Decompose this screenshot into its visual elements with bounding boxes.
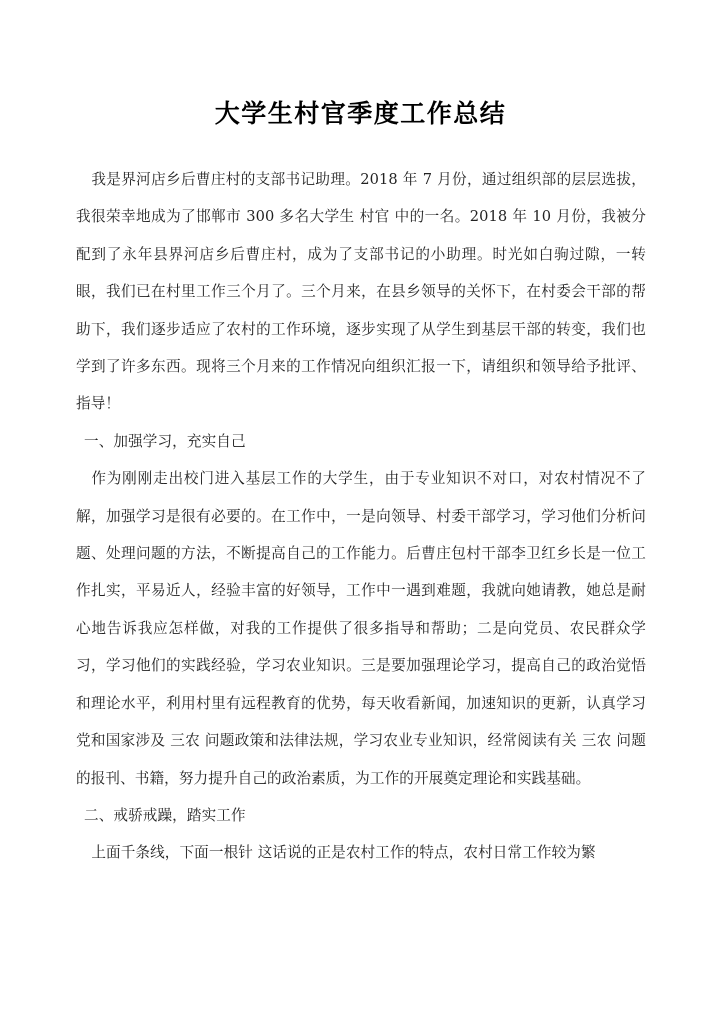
paragraph-intro: 我是界河店乡后曹庄村的支部书记助理。2018 年 7 月份，通过组织部的层层选拔，我很荣幸地成为了邯郸市 300 多名大学生 村官 中的一名。2018 年 10 月份，我被分配到了永年县界河店乡后曹庄村，成为了支部书记的小助理。时光如白驹过隙，一转眼，我们已在村里工作三个月了。三个月来，在县乡领导的关怀下，在村委会干部的帮助下，我们逐步适应了农村的工作环境，逐步实现了从学生到基层干部的转变，我们也学到了许多东西。现将三个月来的工作情况向组织汇报一下，请组织和领导给予批评、指导！ — [76, 171, 646, 413]
section-heading-1: 一、加强学习，充实自己 — [84, 432, 246, 450]
paragraph-section-1: 作为刚刚走出校门进入基层工作的大学生，由于专业知识不对口，对农村情况不了解，加强学习是很有必要的。在工作中，一是向领导、村委干部学习，学习他们分析问题、处理问题的方法，不断提高自己的工作能力。后曹庄包村干部李卫红乡长是一位工作扎实，平易近人，经验丰富的好领导，工作中一遇到难题，我就向她请教，她总是耐心地告诉我应怎样做，对我的工作提供了很多指导和帮助；二是向党员、农民群众学习，学习他们的实践经验，学习农业知识。三是要加强理论学习，提高自己的政治觉悟和理论水平，利用村里有远程教育的优势，每天收看新闻，加速知识的更新，认真学习党和国家涉及 三农 问题政策和法律法规，学习农业专业知识，经常阅读有关 三农 问题的报刊、书籍，努力提升自己的政治素质，为工作的开展奠定理论和实践基础。 — [76, 470, 646, 787]
document-body — [76, 161, 646, 872]
page-title: 大学生村官季度工作总结 — [214, 98, 507, 128]
section-heading-2: 二、戒骄戒躁，踏实工作 — [84, 806, 246, 824]
paragraph-section-2: 上面千条线，下面一根针 这话说的正是农村工作的特点，农村日常工作较为繁 — [91, 844, 596, 862]
